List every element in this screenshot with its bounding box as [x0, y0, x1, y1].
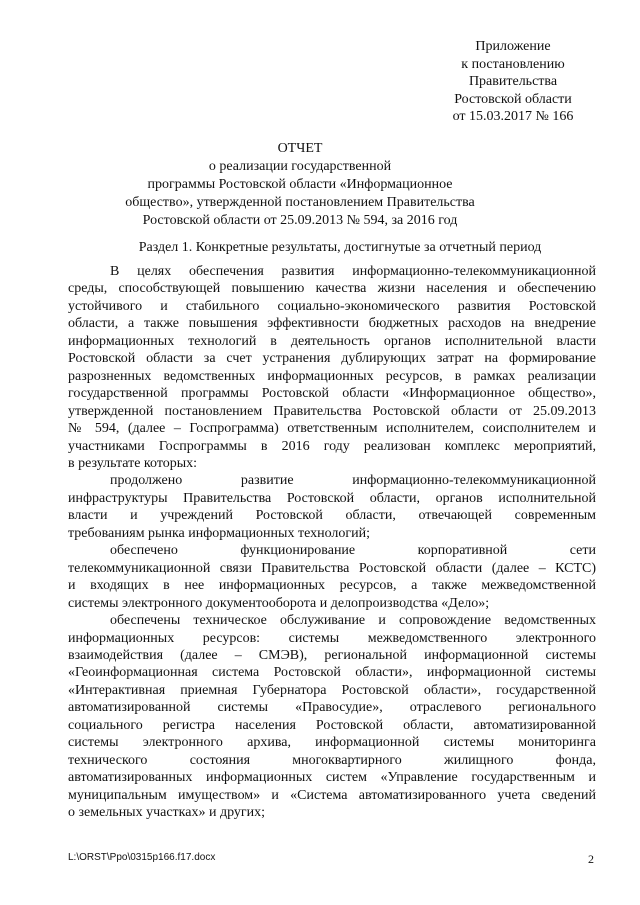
- report-title-line: Ростовской области от 25.09.2013 № 594, за 2016 год: [142, 213, 458, 228]
- footer-file-path: L:\ORST\Ppo\0315p166.f17.docx: [68, 852, 216, 863]
- report-title-line: общество», утвержденной постановлением Правительства: [125, 195, 475, 210]
- body-line: обеспечены техническое обслуживание и сопровождение ведомственных: [110, 613, 596, 629]
- body-line: о земельных участках» и других;: [68, 805, 266, 821]
- body-line: в результате которых:: [68, 455, 198, 471]
- body-line: и входящих в нее информационных ресурсов, а также межведомственной: [68, 578, 596, 594]
- body-line: области, а также повышения эффективности бюджетных расходов на внедрение: [68, 316, 596, 332]
- body-text: [68, 263, 596, 822]
- body-line: устойчивого и стабильного социально-экономического развития Ростовской: [68, 298, 596, 314]
- body-line: социального регистра населения Ростовской области, автоматизированной: [68, 717, 596, 733]
- body-line: требованиям рынка информационных технологий;: [68, 525, 371, 541]
- body-line: муниципальным имуществом» и «Система автоматизированного учета сведений: [68, 787, 596, 803]
- body-line: системы электронного документооборота и делопроизводства «Дело»;: [68, 595, 490, 611]
- body-line: участниками Госпрограммы в 2016 году реализован комплекс мероприятий,: [68, 438, 596, 454]
- body-line: «Геоинформационная система Ростовской области», информационной системы: [68, 665, 596, 681]
- body-line: продолжено развитие информационно-телекоммуникационной: [110, 473, 596, 489]
- appendix-line: Приложение: [475, 39, 551, 54]
- appendix-line: Ростовской области: [454, 91, 572, 107]
- body-line: технического состояния многоквартирного жилищного фонда,: [68, 752, 596, 768]
- body-line: утвержденной постановлением Правительства Ростовской области от 25.09.2013: [68, 403, 596, 419]
- report-title-line: программы Ростовской области «Информационное: [147, 177, 453, 192]
- body-line: разрозненных ведомственных информационных ресурсов, в рамках реализации: [68, 368, 596, 384]
- page-number: 2: [588, 852, 594, 866]
- body-line: автоматизированных информационных систем «Управление государственным и: [68, 770, 596, 786]
- report-title: [100, 140, 500, 230]
- body-line: телекоммуникационной связи Правительства Ростовской области (далее – КСТС): [68, 560, 596, 576]
- body-line: взаимодействия (далее – СМЭВ), региональной информационной системы: [68, 647, 596, 663]
- appendix-line: Правительства: [468, 74, 558, 90]
- body-line: государственной программы Ростовской области «Информационное общество»,: [68, 386, 596, 402]
- body-line: информационных ресурсов: системы межведомственного электронного: [68, 630, 596, 646]
- report-heading: ОТЧЕТ: [277, 141, 323, 156]
- body-line: информационных технологий в деятельность органов исполнительной власти: [68, 333, 596, 349]
- body-line: системы электронного архива, информационной системы мониторинга: [68, 735, 596, 751]
- appendix-block: [420, 38, 606, 126]
- body-line: № 594, (далее – Госпрограмма) ответственным исполнителем, соисполнителем и: [68, 421, 596, 437]
- body-line: власти и учреждений Ростовской области, отвечающей современным: [68, 508, 596, 524]
- body-line: «Интерактивная приемная Губернатора Ростовской области», государственной: [68, 682, 596, 698]
- body-line: В целях обеспечения развития информационно-телекоммуникационной: [110, 264, 596, 279]
- body-line: обеспечено функционирование корпоративной сети: [110, 543, 596, 559]
- appendix-line: от 15.03.2017 № 166: [452, 109, 574, 125]
- body-line: автоматизированной системы «Правосудие», отраслевого регионального: [68, 700, 596, 716]
- section-heading: Раздел 1. Конкретные результаты, достигнутые за отчетный период: [138, 240, 542, 255]
- appendix-line: к постановлению: [461, 56, 565, 72]
- report-title-line: о реализации государственной: [208, 159, 392, 174]
- body-line: инфраструктуры Правительства Ростовской области, органов исполнительной: [68, 490, 596, 506]
- body-line: среды, способствующей повышению качества жизни населения и обеспечению: [68, 281, 596, 297]
- body-line: Ростовской области за счет устранения дублирующих затрат на формирование: [68, 351, 596, 367]
